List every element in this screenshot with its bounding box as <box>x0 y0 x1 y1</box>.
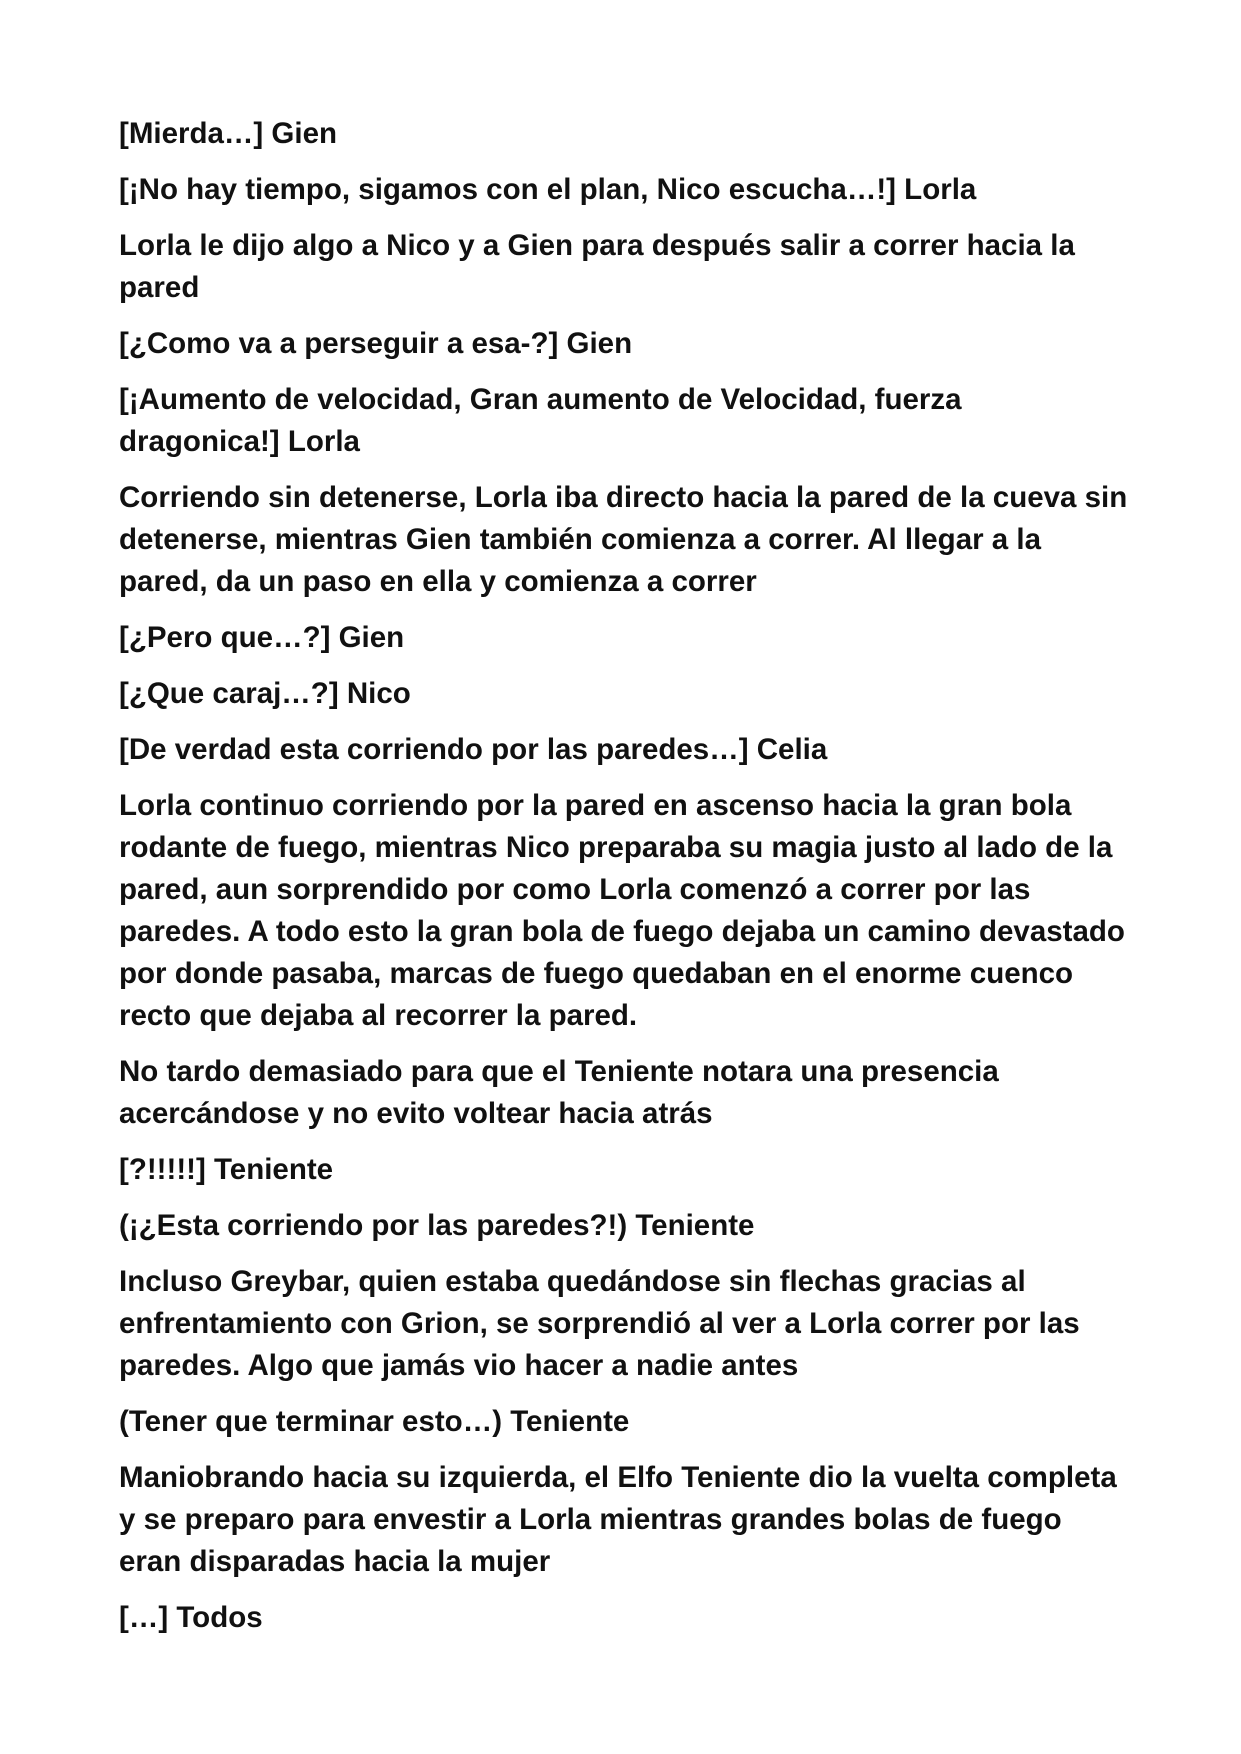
dialogue-line: [Mierda…] Gien <box>119 117 337 150</box>
dialogue-line: [¿Que caraj…?] Nico <box>119 677 411 710</box>
dialogue-line: […] Todos <box>119 1601 263 1634</box>
narration-paragraph: Corriendo sin detenerse, Lorla iba directo hacia la pared de la cueva sin detenerse, mientras Gien también comienza a correr. Al llegar a la pared, da un paso en ella y comienza a correr <box>119 481 1128 598</box>
dialogue-line: [¡Aumento de velocidad, Gran aumento de Velocidad, fuerza dragonica!] Lorla <box>119 383 962 458</box>
dialogue-line: [¿Como va a perseguir a esa-?] Gien <box>119 327 633 360</box>
thought-line: (Tener que terminar esto…) Teniente <box>119 1405 630 1438</box>
thought-line: (¡¿Esta corriendo por las paredes?!) Teniente <box>119 1209 755 1242</box>
narration-paragraph: Incluso Greybar, quien estaba quedándose sin flechas gracias al enfrentamiento con Grion, se sorprendió al ver a Lorla correr por las paredes. Algo que jamás vio hacer a nadie antes <box>119 1265 1080 1382</box>
document-body <box>119 113 1129 1653</box>
narration-paragraph: Lorla continuo corriendo por la pared en ascenso hacia la gran bola rodante de fuego, mientras Nico preparaba su magia justo al lado de la pared, aun sorprendido por como Lorla comenzó a correr por las paredes. A todo esto la gran bola de fuego dejaba un camino devastado por donde pasaba, marcas de fuego quedaban en el enorme cuenco recto que dejaba al recorrer la pared. <box>119 789 1125 1032</box>
dialogue-line: [¿Pero que…?] Gien <box>119 621 405 654</box>
narration-paragraph: Lorla le dijo algo a Nico y a Gien para después salir a correr hacia la pared <box>119 229 1075 304</box>
dialogue-line: [De verdad esta corriendo por las paredes…] Celia <box>119 733 828 766</box>
narration-paragraph: Maniobrando hacia su izquierda, el Elfo Teniente dio la vuelta completa y se preparo para envestir a Lorla mientras grandes bolas de fuego eran disparadas hacia la mujer <box>119 1461 1117 1578</box>
dialogue-line: [?!!!!!] Teniente <box>119 1153 334 1186</box>
narration-paragraph: No tardo demasiado para que el Teniente notara una presencia acercándose y no evito voltear hacia atrás <box>119 1055 999 1130</box>
dialogue-line: [¡No hay tiempo, sigamos con el plan, Nico escucha…!] Lorla <box>119 173 977 206</box>
